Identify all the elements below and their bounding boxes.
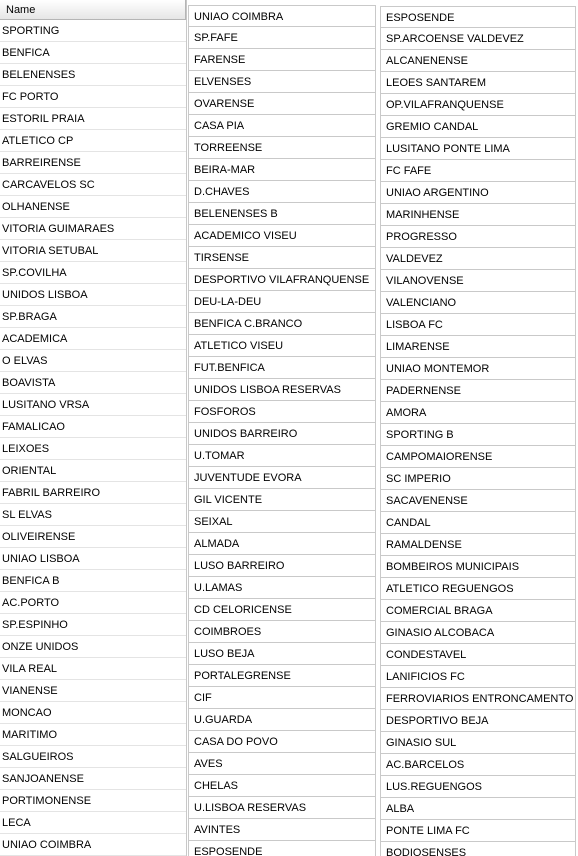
list-item[interactable]: LUSO BEJA xyxy=(188,643,376,665)
list-item[interactable]: CANDAL xyxy=(380,512,576,534)
list-item[interactable]: BENFICA xyxy=(0,42,186,64)
list-item[interactable]: LEIXOES xyxy=(0,438,186,460)
list-item[interactable]: UNIAO COIMBRA xyxy=(0,834,186,856)
list-item[interactable]: FARENSE xyxy=(188,49,376,71)
list-item[interactable]: BODIOSENSES xyxy=(380,842,576,856)
list-item[interactable]: SP.BRAGA xyxy=(0,306,186,328)
list-item[interactable]: UNIDOS LISBOA xyxy=(0,284,186,306)
list-item[interactable]: TORREENSE xyxy=(188,137,376,159)
list-item[interactable]: ACADEMICO VISEU xyxy=(188,225,376,247)
list-item[interactable]: U.TOMAR xyxy=(188,445,376,467)
list-item[interactable]: AC.BARCELOS xyxy=(380,754,576,776)
list-item[interactable]: SP.COVILHA xyxy=(0,262,186,284)
list-item[interactable]: CARCAVELOS SC xyxy=(0,174,186,196)
list-item[interactable]: LUSITANO VRSA xyxy=(0,394,186,416)
list-item[interactable]: ELVENSES xyxy=(188,71,376,93)
list-item[interactable]: VALDEVEZ xyxy=(380,248,576,270)
list-item[interactable]: ESPOSENDE xyxy=(380,6,576,28)
list-item[interactable]: ALCANENENSE xyxy=(380,50,576,72)
list-item[interactable]: ESPOSENDE xyxy=(188,841,376,856)
list-item[interactable]: SP.ARCOENSE VALDEVEZ xyxy=(380,28,576,50)
list-item[interactable]: MARINHENSE xyxy=(380,204,576,226)
list-item[interactable]: ACADEMICA xyxy=(0,328,186,350)
list-item[interactable]: GINASIO SUL xyxy=(380,732,576,754)
list-item[interactable]: CHELAS xyxy=(188,775,376,797)
list-item[interactable]: DESPORTIVO BEJA xyxy=(380,710,576,732)
list-item[interactable]: U.GUARDA xyxy=(188,709,376,731)
list-item[interactable]: MARITIMO xyxy=(0,724,186,746)
list-item[interactable]: PORTIMONENSE xyxy=(0,790,186,812)
list-item[interactable]: UNIAO ARGENTINO xyxy=(380,182,576,204)
list-item[interactable]: LUS.REGUENGOS xyxy=(380,776,576,798)
list-item[interactable]: UNIDOS BARREIRO xyxy=(188,423,376,445)
list-item[interactable]: FC PORTO xyxy=(0,86,186,108)
list-item[interactable]: FAMALICAO xyxy=(0,416,186,438)
list-item[interactable]: FOSFOROS xyxy=(188,401,376,423)
names-list-panel-1 xyxy=(0,0,187,856)
list-item[interactable]: RAMALDENSE xyxy=(380,534,576,556)
list-item[interactable]: U.LAMAS xyxy=(188,577,376,599)
list-item[interactable]: OVARENSE xyxy=(188,93,376,115)
list-item[interactable]: VITORIA GUIMARAES xyxy=(0,218,186,240)
list-item[interactable]: CIF xyxy=(188,687,376,709)
list-item[interactable]: FUT.BENFICA xyxy=(188,357,376,379)
list-item[interactable]: GIL VICENTE xyxy=(188,489,376,511)
list-item[interactable]: LANIFICIOS FC xyxy=(380,666,576,688)
list-item[interactable]: UNIAO COIMBRA xyxy=(188,5,376,27)
list-item[interactable]: AVINTES xyxy=(188,819,376,841)
list-item[interactable]: UNIDOS LISBOA RESERVAS xyxy=(188,379,376,401)
list-item[interactable]: OLHANENSE xyxy=(0,196,186,218)
list-item[interactable]: SP.ESPINHO xyxy=(0,614,186,636)
list-item[interactable]: VIANENSE xyxy=(0,680,186,702)
name-column-header[interactable]: Name xyxy=(0,0,186,20)
list-item[interactable]: BENFICA B xyxy=(0,570,186,592)
list-item[interactable]: CD CELORICENSE xyxy=(188,599,376,621)
list-item[interactable]: SPORTING B xyxy=(380,424,576,446)
list-item[interactable]: LUSO BARREIRO xyxy=(188,555,376,577)
list-item[interactable]: SEIXAL xyxy=(188,511,376,533)
list-item[interactable]: CAMPOMAIORENSE xyxy=(380,446,576,468)
names-list-panel-3 xyxy=(380,0,578,856)
list-item[interactable]: FERROVIARIOS ENTRONCAMENTO xyxy=(380,688,576,710)
list-item[interactable]: ATLETICO REGUENGOS xyxy=(380,578,576,600)
list-item[interactable]: LEOES SANTAREM xyxy=(380,72,576,94)
list-item[interactable]: UNIAO MONTEMOR xyxy=(380,358,576,380)
list-item[interactable]: CASA PIA xyxy=(188,115,376,137)
list-item[interactable]: PADERNENSE xyxy=(380,380,576,402)
list-item[interactable]: U.LISBOA RESERVAS xyxy=(188,797,376,819)
list-item[interactable]: CONDESTAVEL xyxy=(380,644,576,666)
list-item[interactable]: SANJOANENSE xyxy=(0,768,186,790)
list-item[interactable]: MONCAO xyxy=(0,702,186,724)
names-list-1 xyxy=(0,20,186,856)
list-item[interactable]: AMORA xyxy=(380,402,576,424)
list-item[interactable]: FC FAFE xyxy=(380,160,576,182)
list-item[interactable]: LUSITANO PONTE LIMA xyxy=(380,138,576,160)
list-item[interactable]: ALBA xyxy=(380,798,576,820)
list-item[interactable]: VILANOVENSE xyxy=(380,270,576,292)
names-list-panel-2 xyxy=(188,0,378,856)
names-list-2 xyxy=(188,5,378,856)
list-item[interactable]: LIMARENSE xyxy=(380,336,576,358)
list-item[interactable]: UNIAO LISBOA xyxy=(0,548,186,570)
list-item[interactable]: JUVENTUDE EVORA xyxy=(188,467,376,489)
list-item[interactable]: D.CHAVES xyxy=(188,181,376,203)
list-item[interactable]: COIMBROES xyxy=(188,621,376,643)
list-item[interactable]: CASA DO POVO xyxy=(188,731,376,753)
list-item[interactable]: TIRSENSE xyxy=(188,247,376,269)
list-item[interactable]: SP.FAFE xyxy=(188,27,376,49)
list-item[interactable]: LECA xyxy=(0,812,186,834)
list-item[interactable]: BOMBEIROS MUNICIPAIS xyxy=(380,556,576,578)
list-item[interactable]: GINASIO ALCOBACA xyxy=(380,622,576,644)
list-item[interactable]: BELENENSES xyxy=(0,64,186,86)
list-item[interactable]: ONZE UNIDOS xyxy=(0,636,186,658)
list-item[interactable]: VALENCIANO xyxy=(380,292,576,314)
list-item[interactable]: OP.VILAFRANQUENSE xyxy=(380,94,576,116)
list-item[interactable]: SPORTING xyxy=(0,20,186,42)
list-item[interactable]: VILA REAL xyxy=(0,658,186,680)
list-item[interactable]: DEU-LA-DEU xyxy=(188,291,376,313)
list-item[interactable]: ESTORIL PRAIA xyxy=(0,108,186,130)
list-item[interactable]: LISBOA FC xyxy=(380,314,576,336)
list-item[interactable]: BELENENSES B xyxy=(188,203,376,225)
list-item[interactable]: ATLETICO CP xyxy=(0,130,186,152)
list-item[interactable]: ORIENTAL xyxy=(0,460,186,482)
list-item[interactable]: BARREIRENSE xyxy=(0,152,186,174)
list-item[interactable]: AVES xyxy=(188,753,376,775)
list-item[interactable]: O ELVAS xyxy=(0,350,186,372)
list-item[interactable]: VITORIA SETUBAL xyxy=(0,240,186,262)
list-item[interactable]: PORTALEGRENSE xyxy=(188,665,376,687)
list-item[interactable]: DESPORTIVO VILAFRANQUENSE xyxy=(188,269,376,291)
list-item[interactable]: OLIVEIRENSE xyxy=(0,526,186,548)
list-item[interactable]: COMERCIAL BRAGA xyxy=(380,600,576,622)
list-item[interactable]: PONTE LIMA FC xyxy=(380,820,576,842)
list-item[interactable]: BEIRA-MAR xyxy=(188,159,376,181)
list-item[interactable]: BOAVISTA xyxy=(0,372,186,394)
list-item[interactable]: ALMADA xyxy=(188,533,376,555)
list-item[interactable]: FABRIL BARREIRO xyxy=(0,482,186,504)
list-item[interactable]: PROGRESSO xyxy=(380,226,576,248)
names-list-3 xyxy=(380,6,578,856)
list-item[interactable]: BENFICA C.BRANCO xyxy=(188,313,376,335)
list-item[interactable]: AC.PORTO xyxy=(0,592,186,614)
list-item[interactable]: SACAVENENSE xyxy=(380,490,576,512)
list-item[interactable]: SC IMPERIO xyxy=(380,468,576,490)
list-item[interactable]: SALGUEIROS xyxy=(0,746,186,768)
list-item[interactable]: ATLETICO VISEU xyxy=(188,335,376,357)
list-item[interactable]: GREMIO CANDAL xyxy=(380,116,576,138)
list-item[interactable]: SL ELVAS xyxy=(0,504,186,526)
